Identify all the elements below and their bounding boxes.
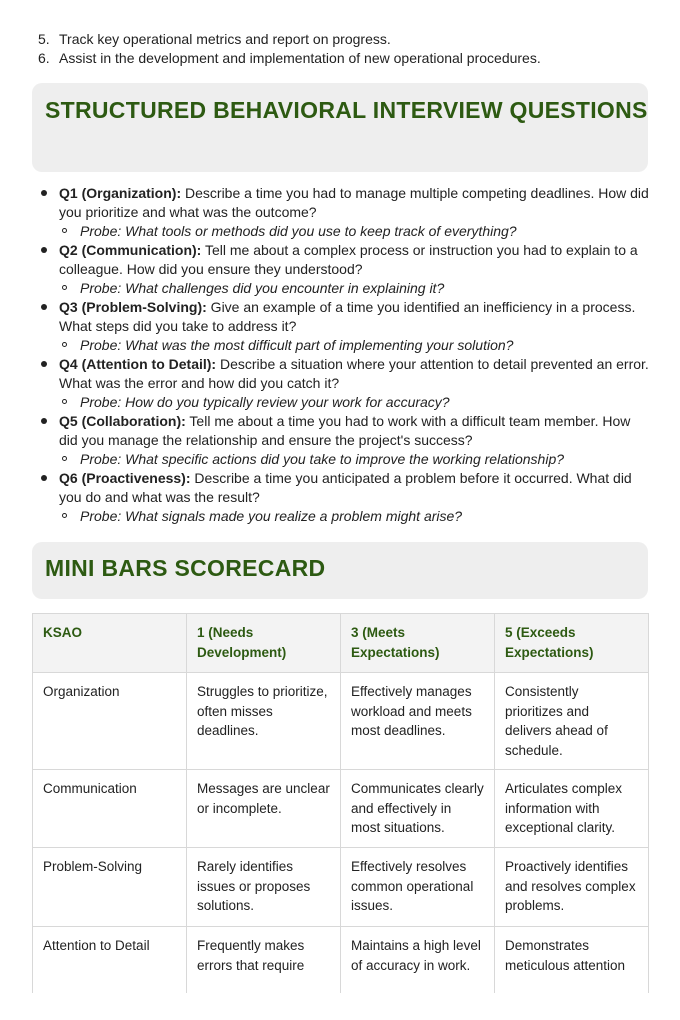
question-label: Q2 (Communication): [59,242,202,258]
table-row [33,673,649,770]
probe-item [40,222,650,241]
probe-item [40,279,650,298]
probe-item [40,507,650,526]
table-cell: Messages are unclear or incomplete. [187,770,341,848]
table-header-row [33,614,649,673]
question-item [40,298,650,336]
circle-bullet-icon [62,342,67,347]
question-text: Describe a time you anticipated a problem before it occurred. What did you do and what was the result? [59,470,632,505]
scorecard-table [32,613,649,993]
bullet-icon [41,190,47,196]
table-cell: Struggles to prioritize, often misses deadlines. [187,673,341,770]
table-row [33,927,649,994]
column-header-needs-development: 1 (Needs Development) [187,614,341,673]
table-row [33,770,649,848]
circle-bullet-icon [62,228,67,233]
scorecard-table-wrapper [32,613,649,993]
table-cell: Effectively manages workload and meets most deadlines. [341,673,495,770]
question-label: Q4 (Attention to Detail): [59,356,217,372]
section-heading-scorecard: MINI BARS SCORECARD [32,542,648,599]
table-cell: Effectively resolves common operational issues. [341,848,495,927]
circle-bullet-icon [62,285,67,290]
column-header-exceeds-expectations: 5 (Exceeds Expectations) [495,614,649,673]
table-cell: Demonstrates meticulous attention [495,927,649,994]
question-label: Q6 (Proactiveness): [59,470,191,486]
question-item [40,355,650,393]
question-text: Tell me about a complex process or instruction you had to explain to a colleague. How did you ensure they understood? [59,242,638,277]
list-number: 5. [38,31,50,47]
list-item [38,30,658,49]
table-cell: Proactively identifies and resolves complex problems. [495,848,649,927]
table-cell: Communicates clearly and effectively in most situations. [341,770,495,848]
question-item [40,184,650,222]
list-text: Assist in the development and implementation of new operational procedures. [59,50,541,66]
responsibilities-list [38,30,658,68]
probe-text: Probe: What was the most difficult part of implementing your solution? [80,337,514,353]
circle-bullet-icon [62,513,67,518]
question-item [40,241,650,279]
question-item [40,469,650,507]
table-cell: Frequently makes errors that require [187,927,341,994]
column-header-ksao: KSAO [33,614,187,673]
column-header-meets-expectations: 3 (Meets Expectations) [341,614,495,673]
probe-text: Probe: What specific actions did you take to improve the working relationship? [80,451,565,467]
probe-item [40,393,650,412]
probe-item [40,450,650,469]
probe-text: Probe: How do you typically review your work for accuracy? [80,394,450,410]
probe-text: Probe: What challenges did you encounter in explaining it? [80,280,445,296]
probe-text: Probe: What signals made you realize a problem might arise? [80,508,463,524]
question-text: Describe a time you had to manage multiple competing deadlines. How did you prioritize and what was the outcome? [59,185,649,220]
bullet-icon [41,418,47,424]
table-cell: Attention to Detail [33,927,187,994]
circle-bullet-icon [62,399,67,404]
question-label: Q1 (Organization): [59,185,182,201]
table-cell: Problem-Solving [33,848,187,927]
table-cell: Organization [33,673,187,770]
table-cell: Rarely identifies issues or proposes solutions. [187,848,341,927]
table-row [33,848,649,927]
bullet-icon [41,304,47,310]
table-cell: Maintains a high level of accuracy in work. [341,927,495,994]
table-cell: Communication [33,770,187,848]
list-number: 6. [38,50,50,66]
questions-list [40,184,650,526]
bullet-icon [41,475,47,481]
section-heading-interview-questions: STRUCTURED BEHAVIORAL INTERVIEW QUESTIONS [32,83,648,172]
question-text: Describe a situation where your attention to detail prevented an error. What was the error and how did you catch it? [59,356,649,391]
question-text: Give an example of a time you identified an inefficiency in a process. What steps did you take to address it? [59,299,636,334]
list-item [38,49,658,68]
bullet-icon [41,361,47,367]
bullet-icon [41,247,47,253]
question-label: Q3 (Problem-Solving): [59,299,207,315]
table-cell: Consistently prioritizes and delivers ahead of schedule. [495,673,649,770]
circle-bullet-icon [62,456,67,461]
question-item [40,412,650,450]
probe-item [40,336,650,355]
list-text: Track key operational metrics and report on progress. [59,31,391,47]
question-label: Q5 (Collaboration): [59,413,186,429]
table-cell: Articulates complex information with exceptional clarity. [495,770,649,848]
question-text: Tell me about a time you had to work with a difficult team member. How did you manage the relationship and ensure the project's success? [59,413,631,448]
probe-text: Probe: What tools or methods did you use to keep track of everything? [80,223,517,239]
